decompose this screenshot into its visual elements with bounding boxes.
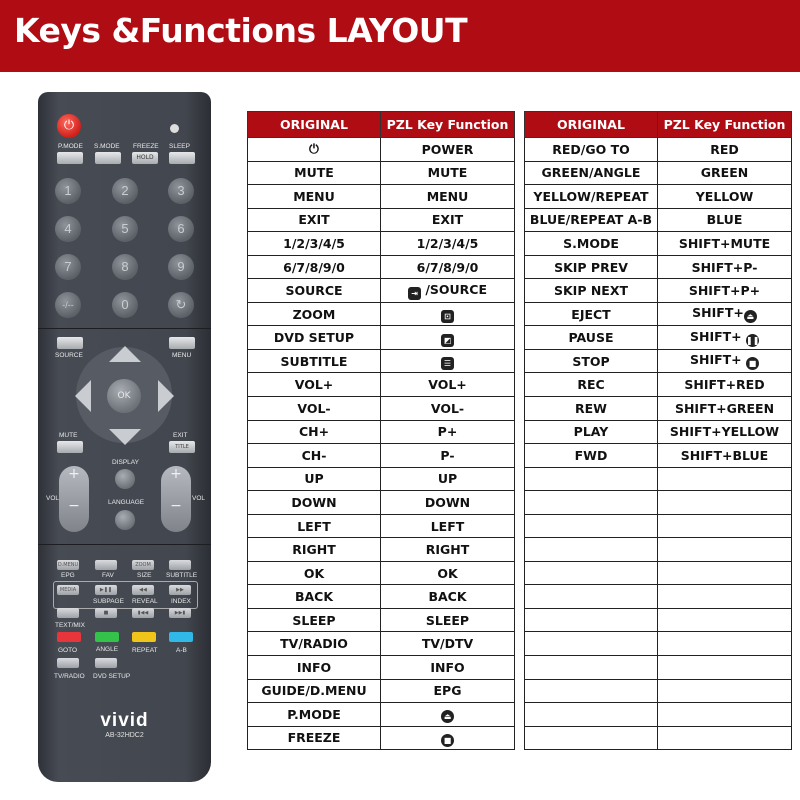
- zoom-icon: ⊡: [441, 310, 454, 323]
- stop-icon: ■: [441, 734, 454, 747]
- function-cell: [381, 349, 515, 373]
- table-row: [248, 491, 515, 515]
- function-cell: SHIFT+YELLOW: [658, 420, 792, 444]
- original-cell: S.MODE: [525, 232, 658, 256]
- table-row: [525, 161, 792, 185]
- page-title: Keys &Functions LAYOUT: [14, 11, 468, 50]
- num-3-button[interactable]: 3: [168, 178, 194, 204]
- empty-cell: [525, 608, 658, 632]
- empty-cell: [525, 632, 658, 656]
- pzl-function-header: PZL Key Function: [658, 112, 792, 138]
- original-cell: BLUE/REPEAT A-B: [525, 208, 658, 232]
- original-cell: RED/GO TO: [525, 138, 658, 162]
- red-button[interactable]: [57, 632, 81, 642]
- arrow-right-icon[interactable]: [158, 380, 174, 412]
- empty-row: [525, 679, 792, 703]
- arrow-left-icon[interactable]: [75, 380, 91, 412]
- fav-label: FAV: [102, 572, 114, 579]
- num-5-button[interactable]: 5: [112, 216, 138, 242]
- table-row: [525, 138, 792, 162]
- recall-button[interactable]: ↻: [168, 292, 194, 318]
- table-row: [248, 373, 515, 397]
- original-cell: DOWN: [248, 491, 381, 515]
- size-label: SIZE: [137, 572, 152, 579]
- source-button[interactable]: [57, 337, 83, 349]
- table-row: [248, 726, 515, 750]
- table-row: [248, 420, 515, 444]
- function-cell: YELLOW: [658, 185, 792, 209]
- empty-cell: [525, 561, 658, 585]
- original-cell: PLAY: [525, 420, 658, 444]
- header-banner: [0, 0, 800, 72]
- table-row: [248, 561, 515, 585]
- original-cell: YELLOW/REPEAT: [525, 185, 658, 209]
- yellow-button[interactable]: [132, 632, 156, 642]
- empty-cell: [658, 632, 792, 656]
- dvdsetup-label: DVD SETUP: [93, 673, 131, 680]
- pmode-label: P.MODE: [58, 143, 83, 150]
- original-cell: MUTE: [248, 161, 381, 185]
- function-cell: SHIFT+P+: [658, 279, 792, 303]
- empty-row: [525, 632, 792, 656]
- empty-cell: [525, 703, 658, 727]
- function-cell: [381, 326, 515, 350]
- function-cell: [381, 703, 515, 727]
- power-button[interactable]: [57, 114, 81, 138]
- pzl-function-header: PZL Key Function: [381, 112, 515, 138]
- ok-button[interactable]: OK: [107, 379, 141, 413]
- function-cell: SLEEP: [381, 608, 515, 632]
- repeat-label: REPEAT: [132, 647, 158, 654]
- fast-forward-icon[interactable]: ▶▶: [169, 585, 191, 595]
- empty-cell: [658, 656, 792, 680]
- num-7-button[interactable]: 7: [55, 254, 81, 280]
- empty-cell: [658, 514, 792, 538]
- vol-left-rocker[interactable]: + −: [59, 466, 89, 532]
- original-cell: 1/2/3/4/5: [248, 232, 381, 256]
- vol-left-label: VOL: [46, 495, 60, 502]
- function-cell: EPG: [381, 679, 515, 703]
- empty-cell: [525, 467, 658, 491]
- pmode-button[interactable]: [57, 152, 83, 164]
- empty-cell: [658, 679, 792, 703]
- table-row: [248, 232, 515, 256]
- function-cell: MENU: [381, 185, 515, 209]
- table-row: [248, 185, 515, 209]
- smode-label: S.MODE: [94, 143, 120, 150]
- goto-label: GOTO: [58, 647, 78, 654]
- epg-label: EPG: [61, 572, 75, 579]
- table-row: [525, 397, 792, 421]
- original-cell: SLEEP: [248, 608, 381, 632]
- power-icon: ⏻: [63, 118, 75, 133]
- menu-button[interactable]: [169, 337, 195, 349]
- function-cell: [658, 349, 792, 373]
- empty-cell: [658, 608, 792, 632]
- menu-label: MENU: [172, 352, 192, 359]
- empty-row: [525, 491, 792, 515]
- table-row: [248, 467, 515, 491]
- original-header: ORIGINAL: [525, 112, 658, 138]
- function-cell: GREEN: [658, 161, 792, 185]
- function-cell: VOL-: [381, 397, 515, 421]
- vol-right-label: VOL: [192, 495, 206, 502]
- original-cell: GUIDE/D.MENU: [248, 679, 381, 703]
- remote-seam: [38, 328, 211, 329]
- function-cell: P+: [381, 420, 515, 444]
- table-row: [248, 255, 515, 279]
- num-8-button[interactable]: 8: [112, 254, 138, 280]
- original-cell: LEFT: [248, 514, 381, 538]
- angle-label: ANGLE: [96, 646, 119, 653]
- original-cell: CH-: [248, 444, 381, 468]
- table-row: [248, 326, 515, 350]
- original-cell: EXIT: [248, 208, 381, 232]
- empty-cell: [658, 561, 792, 585]
- function-cell: BACK: [381, 585, 515, 609]
- power-icon: ⏻: [248, 138, 381, 162]
- table-row: [525, 373, 792, 397]
- num-0-button[interactable]: 0: [112, 292, 138, 318]
- table-row: [248, 161, 515, 185]
- function-cell: [381, 279, 515, 303]
- input-source-icon: ⇥: [408, 287, 421, 300]
- original-cell: VOL-: [248, 397, 381, 421]
- table-row: [525, 349, 792, 373]
- remote-control: [38, 92, 211, 782]
- table-row: [248, 703, 515, 727]
- freeze-label: FREEZE: [133, 143, 159, 150]
- empty-row: [525, 467, 792, 491]
- exit-title-button[interactable]: TITLE: [169, 441, 195, 453]
- empty-cell: [658, 491, 792, 515]
- table-row: [525, 232, 792, 256]
- empty-cell: [658, 538, 792, 562]
- empty-cell: [525, 491, 658, 515]
- function-cell: MUTE: [381, 161, 515, 185]
- table-row: [248, 585, 515, 609]
- source-label: SOURCE: [55, 352, 83, 359]
- ab-label: A-B: [176, 647, 187, 654]
- function-cell: INFO: [381, 656, 515, 680]
- table-row: [525, 444, 792, 468]
- function-cell: POWER: [381, 138, 515, 162]
- display-button[interactable]: [115, 469, 135, 489]
- empty-row: [525, 561, 792, 585]
- stop-icon[interactable]: ■: [95, 608, 117, 618]
- original-cell: RIGHT: [248, 538, 381, 562]
- dvdsetup-button[interactable]: [95, 658, 117, 668]
- original-cell: UP: [248, 467, 381, 491]
- shift-text: SHIFT+: [689, 352, 742, 368]
- original-cell: PAUSE: [525, 326, 658, 350]
- function-cell: SHIFT+P-: [658, 255, 792, 279]
- rewind-icon[interactable]: ◀◀: [132, 585, 154, 595]
- table-row: [248, 514, 515, 538]
- brand-logo: vivid: [100, 710, 149, 731]
- table-row: [248, 608, 515, 632]
- original-cell: REW: [525, 397, 658, 421]
- function-cell: TV/DTV: [381, 632, 515, 656]
- table-row: [248, 679, 515, 703]
- eject-icon: ⏏: [744, 310, 757, 323]
- media-button[interactable]: MEDIA: [57, 585, 79, 595]
- table-row: [248, 397, 515, 421]
- empty-cell: [658, 726, 792, 750]
- function-cell: OK: [381, 561, 515, 585]
- shift-text: SHIFT+: [689, 328, 742, 344]
- original-cell: TV/RADIO: [248, 632, 381, 656]
- mute-label: MUTE: [59, 432, 78, 439]
- table-row: [248, 538, 515, 562]
- num-6-button[interactable]: 6: [168, 216, 194, 242]
- function-cell: SHIFT+MUTE: [658, 232, 792, 256]
- function-cell: 1/2/3/4/5: [381, 232, 515, 256]
- empty-row: [525, 538, 792, 562]
- prev-icon[interactable]: ▮◀◀: [132, 608, 154, 618]
- table-row: [248, 138, 515, 162]
- exit-label: EXIT: [173, 432, 188, 439]
- num-1-button[interactable]: 1: [55, 178, 81, 204]
- original-header: ORIGINAL: [248, 112, 381, 138]
- model-number: AB-32HDC2: [105, 732, 144, 739]
- function-cell: RIGHT: [381, 538, 515, 562]
- key-mapping-table-left: [247, 111, 515, 750]
- subpage-label: SUBPAGE: [93, 598, 124, 605]
- original-cell: FREEZE: [248, 726, 381, 750]
- green-button[interactable]: [95, 632, 119, 642]
- original-cell: FWD: [525, 444, 658, 468]
- remote-seam: [38, 544, 211, 545]
- original-cell: DVD SETUP: [248, 326, 381, 350]
- table-row: [248, 444, 515, 468]
- original-cell: GREEN/ANGLE: [525, 161, 658, 185]
- arrow-up-icon[interactable]: [109, 346, 141, 362]
- num-9-button[interactable]: 9: [168, 254, 194, 280]
- table-row: [248, 656, 515, 680]
- original-cell: ZOOM: [248, 302, 381, 326]
- textmix-label: TEXT/MIX: [55, 622, 85, 629]
- empty-cell: [658, 467, 792, 491]
- empty-cell: [525, 585, 658, 609]
- empty-cell: [525, 656, 658, 680]
- original-cell: P.MODE: [248, 703, 381, 727]
- reveal-label: REVEAL: [132, 598, 158, 605]
- original-cell: SUBTITLE: [248, 349, 381, 373]
- original-cell: BACK: [248, 585, 381, 609]
- blue-button[interactable]: [169, 632, 193, 642]
- indicator-led: [170, 124, 179, 133]
- table-row: [248, 208, 515, 232]
- function-cell: P-: [381, 444, 515, 468]
- original-cell: REC: [525, 373, 658, 397]
- empty-cell: [658, 585, 792, 609]
- original-cell: SKIP NEXT: [525, 279, 658, 303]
- original-cell: EJECT: [525, 302, 658, 326]
- tvradio-label: TV/RADIO: [54, 673, 85, 680]
- play-pause-icon[interactable]: ▶❚❚: [95, 585, 117, 595]
- tvradio-button[interactable]: [57, 658, 79, 668]
- original-cell: 6/7/8/9/0: [248, 255, 381, 279]
- function-cell: VOL+: [381, 373, 515, 397]
- index-label: INDEX: [171, 598, 191, 605]
- dmenu-button[interactable]: D.MENU: [57, 562, 79, 568]
- table-row: [525, 208, 792, 232]
- function-cell: [658, 302, 792, 326]
- empty-cell: [525, 679, 658, 703]
- key-mapping-table-right: [524, 111, 792, 750]
- num-4-button[interactable]: 4: [55, 216, 81, 242]
- empty-row: [525, 608, 792, 632]
- textmix-button[interactable]: [57, 608, 79, 618]
- table-row: [525, 255, 792, 279]
- function-cell: EXIT: [381, 208, 515, 232]
- original-cell: CH+: [248, 420, 381, 444]
- function-cell: SHIFT+BLUE: [658, 444, 792, 468]
- table-row: [248, 279, 515, 303]
- table-row: [525, 326, 792, 350]
- eject-icon: ⏏: [441, 710, 454, 723]
- function-cell: UP: [381, 467, 515, 491]
- empty-row: [525, 726, 792, 750]
- empty-cell: [525, 538, 658, 562]
- original-cell: SKIP PREV: [525, 255, 658, 279]
- sleep-label: SLEEP: [169, 143, 190, 150]
- language-button[interactable]: [115, 510, 135, 530]
- empty-cell: [658, 703, 792, 727]
- dash-button[interactable]: -/--: [55, 292, 81, 318]
- empty-row: [525, 514, 792, 538]
- function-cell: SHIFT+RED: [658, 373, 792, 397]
- empty-row: [525, 703, 792, 727]
- function-cell: RED: [658, 138, 792, 162]
- shift-text: SHIFT+: [692, 305, 744, 321]
- empty-cell: [525, 726, 658, 750]
- zoom-button[interactable]: ZOOM: [132, 560, 154, 570]
- function-cell: BLUE: [658, 208, 792, 232]
- language-label: LANGUAGE: [108, 499, 145, 506]
- original-cell: SOURCE: [248, 279, 381, 303]
- table-row: [248, 302, 515, 326]
- stop-icon: ■: [746, 357, 759, 370]
- mute-button[interactable]: [57, 441, 83, 453]
- function-cell: [658, 326, 792, 350]
- subtitle-label: SUBTITLE: [166, 572, 198, 579]
- smode-button[interactable]: [95, 152, 121, 164]
- subtitle-button[interactable]: [169, 560, 191, 570]
- pause-icon: ❚❚: [746, 335, 760, 345]
- empty-row: [525, 585, 792, 609]
- vol-right-rocker[interactable]: + −: [161, 466, 191, 532]
- subtitle-icon: ☰: [441, 357, 454, 370]
- picture-icon: ◩: [441, 334, 454, 347]
- table-row: [248, 349, 515, 373]
- display-label: DISPLAY: [112, 459, 139, 466]
- original-cell: MENU: [248, 185, 381, 209]
- num-2-button[interactable]: 2: [112, 178, 138, 204]
- function-cell: 6/7/8/9/0: [381, 255, 515, 279]
- table-row: [525, 185, 792, 209]
- function-cell: DOWN: [381, 491, 515, 515]
- freeze-hold-button[interactable]: HOLD: [132, 152, 158, 164]
- source-function-text: /SOURCE: [425, 281, 488, 297]
- next-icon[interactable]: ▶▶▮: [169, 608, 191, 618]
- table-row: [525, 279, 792, 303]
- original-cell: INFO: [248, 656, 381, 680]
- table-row: [525, 420, 792, 444]
- function-cell: [381, 302, 515, 326]
- original-cell: OK: [248, 561, 381, 585]
- function-cell: SHIFT+GREEN: [658, 397, 792, 421]
- empty-cell: [525, 514, 658, 538]
- function-cell: LEFT: [381, 514, 515, 538]
- original-cell: VOL+: [248, 373, 381, 397]
- fav-button[interactable]: [95, 560, 117, 570]
- empty-row: [525, 656, 792, 680]
- original-cell: STOP: [525, 349, 658, 373]
- table-row: [248, 632, 515, 656]
- sleep-button[interactable]: [169, 152, 195, 164]
- arrow-down-icon[interactable]: [109, 429, 141, 445]
- table-row: [525, 302, 792, 326]
- function-cell: [381, 726, 515, 750]
